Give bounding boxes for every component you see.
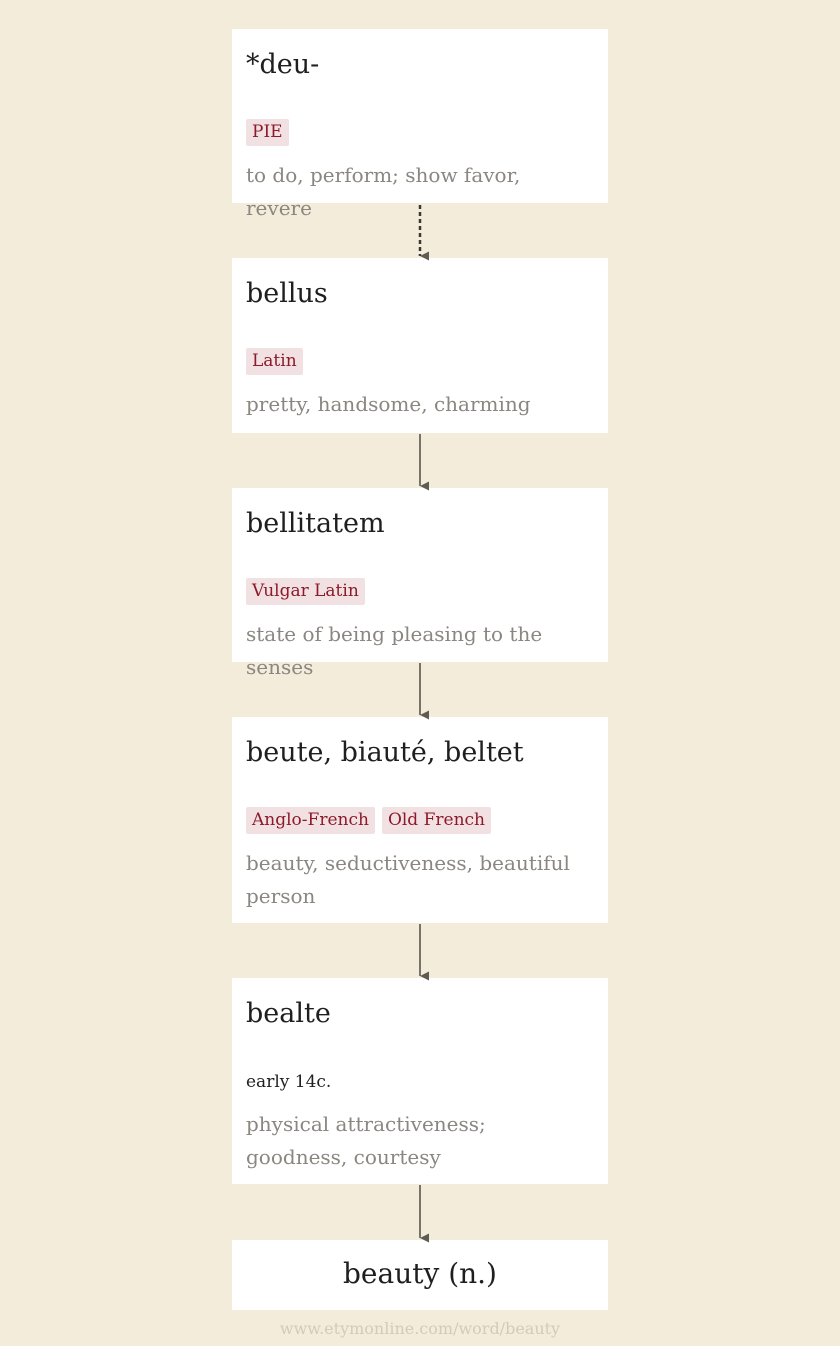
date-label: early 14c.	[246, 1072, 332, 1092]
language-tag: Vulgar Latin	[246, 578, 365, 605]
etymon-word: bellitatem	[246, 508, 385, 539]
etymon-word: *deu-	[246, 49, 320, 80]
etymon-gloss: to do, perform; show favor, revere	[246, 163, 521, 220]
language-tag: Old French	[382, 807, 491, 834]
etymon-gloss: state of being pleasing to the senses	[246, 622, 543, 679]
final-word: beauty (n.)	[343, 1257, 497, 1290]
etymon-word: bellus	[246, 278, 328, 309]
etymon-gloss: physical attractiveness; goodness, courtesy	[246, 1112, 486, 1169]
source-url: www.etymonline.com/word/beauty	[279, 1319, 561, 1338]
etymon-gloss: beauty, seductiveness, beautiful person	[246, 851, 570, 908]
language-tag: PIE	[246, 119, 289, 146]
etymon-word: beute, biauté, beltet	[246, 737, 524, 768]
etymon-word: bealte	[246, 998, 331, 1029]
language-tag: Latin	[246, 348, 303, 375]
etymon-gloss: pretty, handsome, charming	[246, 392, 531, 416]
language-tag: Anglo-French	[246, 807, 375, 834]
